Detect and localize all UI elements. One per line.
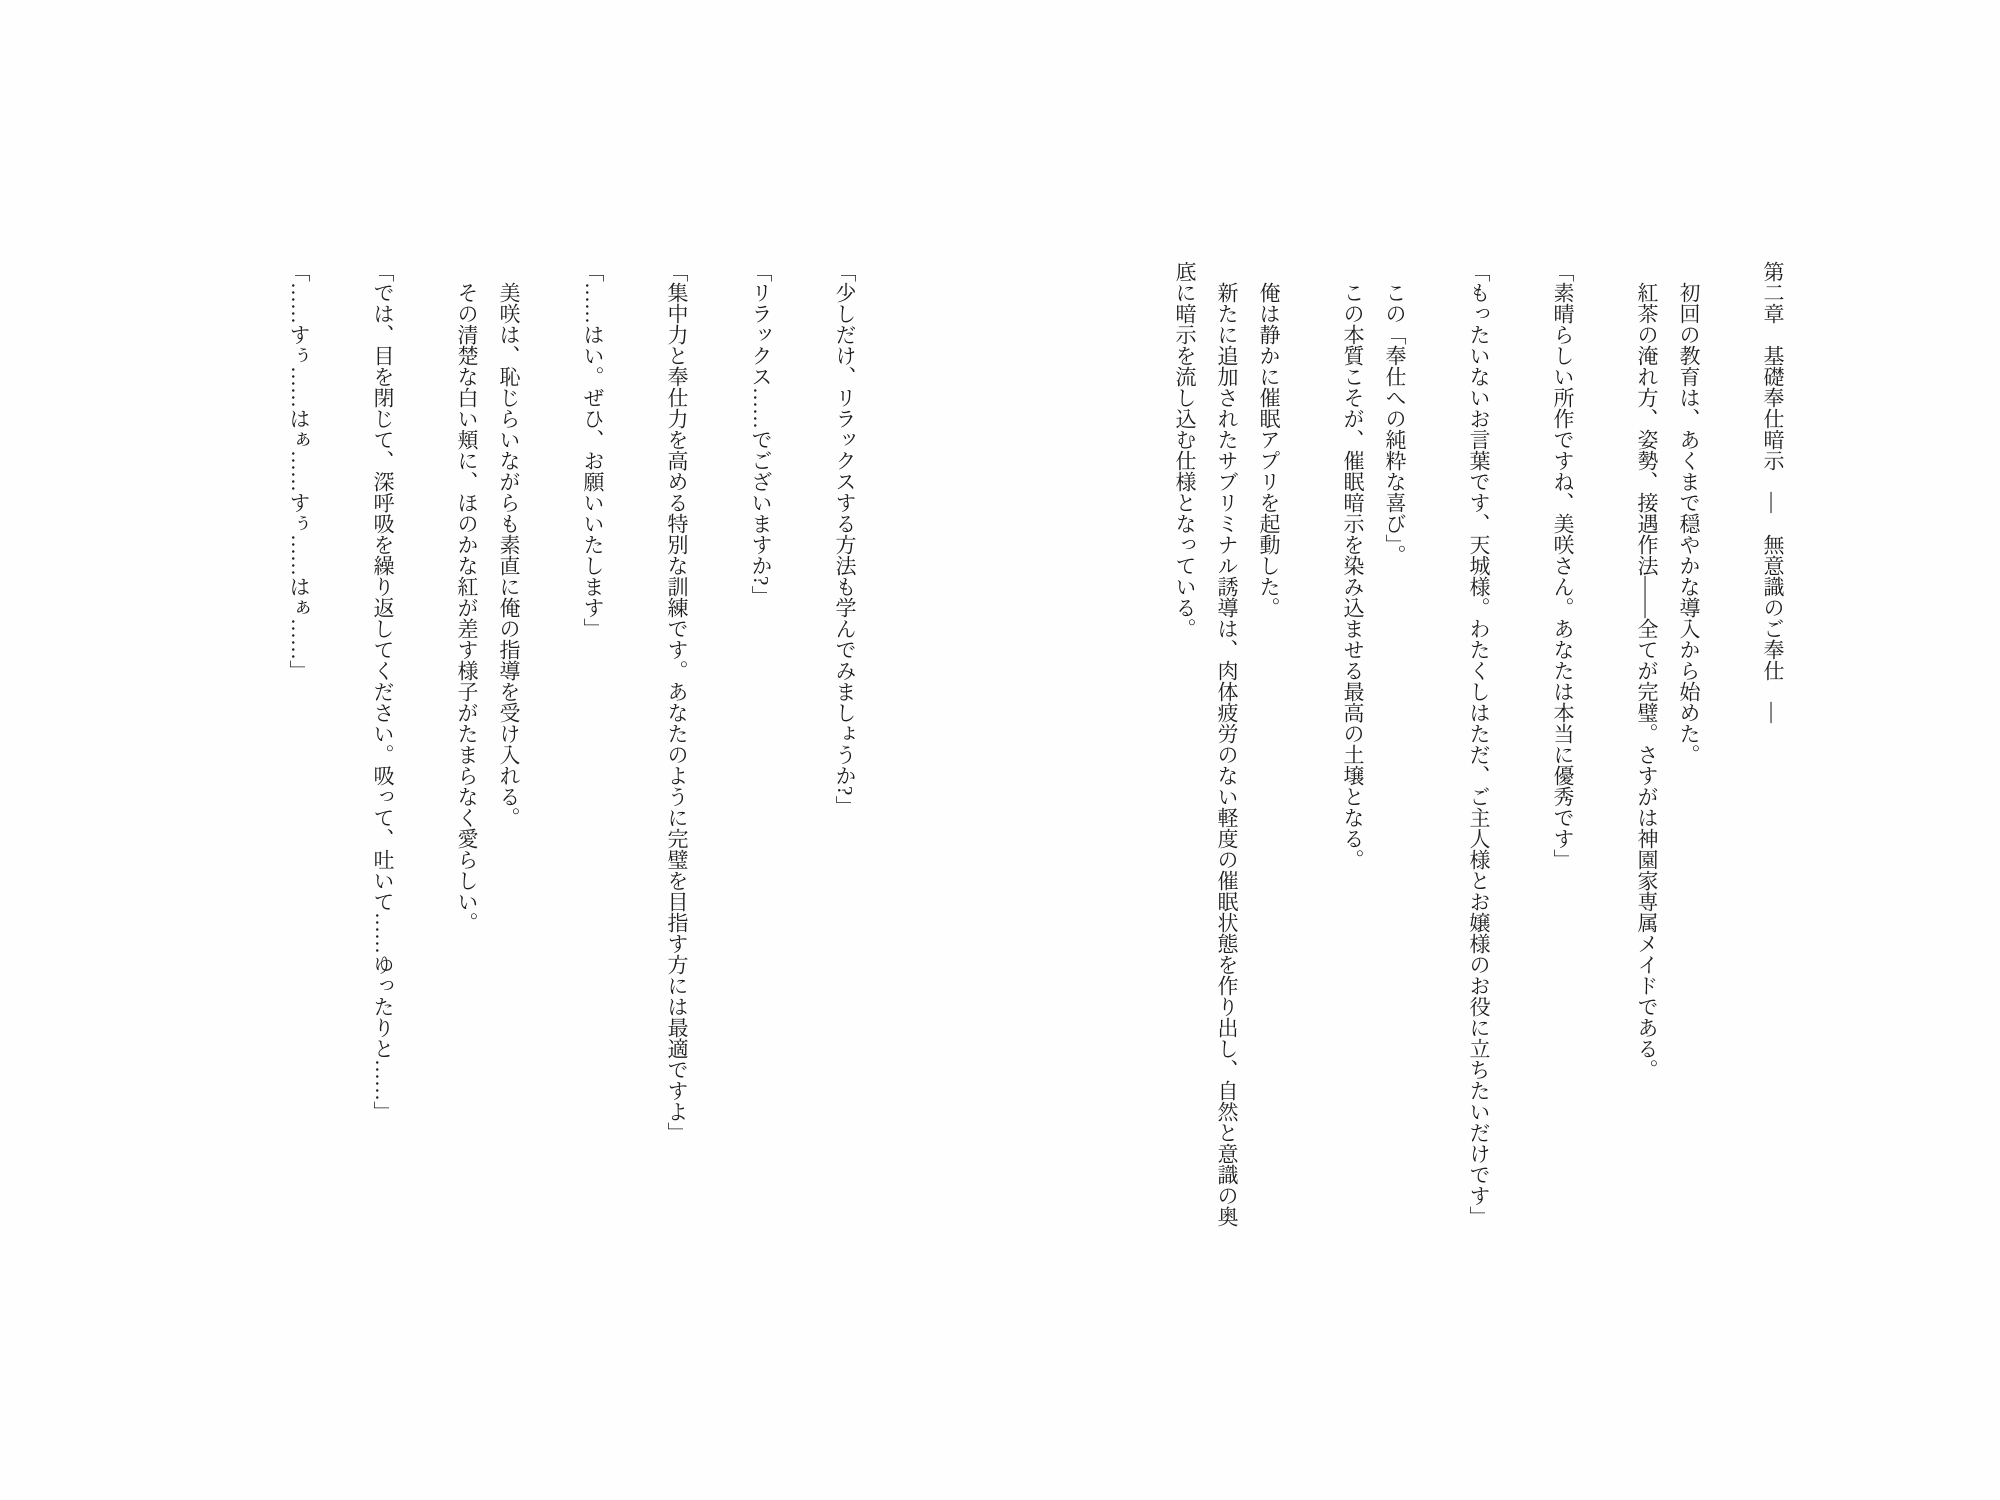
paragraph-narration: その清楚な白い頬に、ほのかな紅が差す様子がたまらなく愛らしい。	[455, 282, 479, 933]
paragraph-narration: この「奉仕への純粋な喜び」。	[1383, 282, 1407, 566]
paragraph-narration: この本質こそが、催眠暗示を染み込ませる最高の土壌となる。	[1341, 282, 1365, 870]
left-page	[278, 261, 866, 1233]
paragraph-dialogue: 「素晴らしい所作ですね、美咲さん。あなたは本当に優秀です」	[1551, 261, 1575, 870]
paragraph-narration: 新たに追加されたサブリミナル誘導は、肉体疲労のない軽度の催眠状態を作り出し、自然と意識の奥底に暗示を流し込む仕様となっている。	[1173, 261, 1239, 1227]
paragraph-narration: 初回の教育は、あくまで穏やかな導入から始めた。	[1677, 282, 1701, 765]
paragraph-narration: 紅茶の淹れ方、姿勢、接遇作法――全てが完璧。さすがは神園家専属メイドである。	[1635, 282, 1659, 1080]
right-page	[1164, 261, 1794, 1233]
paragraph-dialogue: 「……はい。ぜひ、お願いいたします」	[581, 261, 605, 639]
paragraph-dialogue: 「……すぅ……はぁ……すぅ……はぁ……」	[287, 261, 311, 681]
paragraph-dialogue: 「では、目を閉じて、深呼吸を繰り返してください。吸って、吐いて……ゆったりと……」	[371, 261, 395, 1122]
paragraph-narration: 美咲は、恥じらいながらも素直に俺の指導を受け入れる。	[497, 282, 521, 828]
paragraph-dialogue: 「もったいないお言葉です、天城様。わたくしはただ、ご主人様とお嬢様のお役に立ちたいだけです」	[1467, 261, 1491, 1227]
paragraph-dialogue: 「リラックス……でございますか?」	[749, 261, 773, 607]
paragraph-narration: 俺は静かに催眠アプリを起動した。	[1257, 282, 1281, 618]
paragraph-dialogue: 「少しだけ、リラックスする方法も学んでみましょうか?」	[833, 261, 857, 817]
chapter-title: 第二章 基礎奉仕暗示 ― 無意識のご奉仕 ―	[1761, 261, 1785, 723]
paragraph-dialogue: 「集中力と奉仕力を高める特別な訓練です。あなたのように完璧を目指す方には最適ですよ」	[665, 261, 689, 1143]
